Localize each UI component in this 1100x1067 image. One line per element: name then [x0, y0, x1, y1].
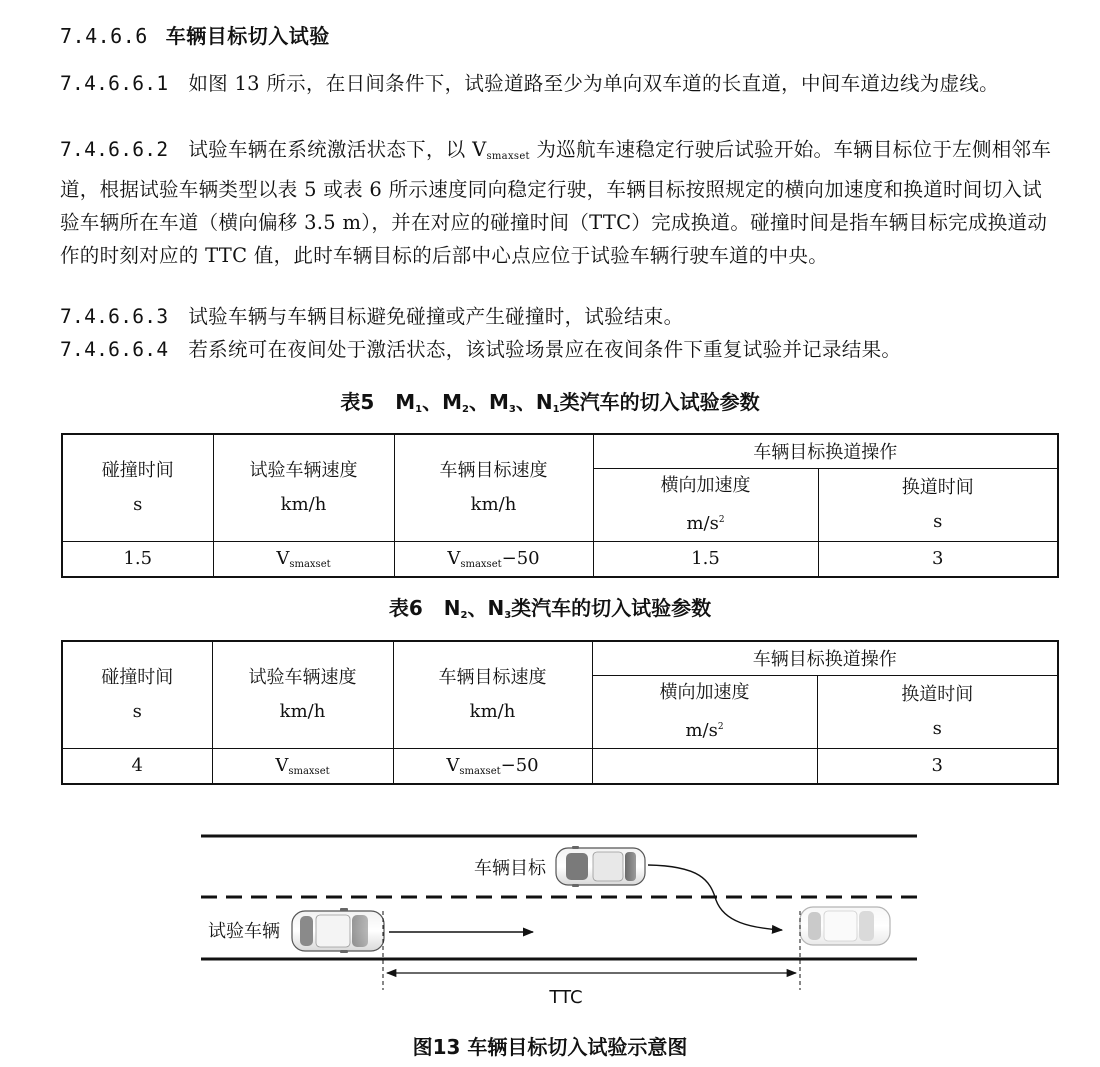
cell-ttc: 1.5	[62, 541, 213, 577]
paragraph-text: 若系统可在夜间处于激活状态，该试验场景应在夜间条件下重复试验并记录结果。	[188, 338, 902, 361]
ttc-label: TTC	[549, 987, 583, 1008]
table6-caption-suffix: 类汽车的切入试验参数	[511, 596, 712, 620]
header-lane-change-time: 换道时间 s	[818, 468, 1058, 541]
paragraph-3	[60, 300, 1060, 333]
cell-ttc: 4	[62, 748, 212, 784]
table-row	[62, 748, 1058, 784]
header-lane-change-time: 换道时间 s	[817, 675, 1058, 748]
paragraph-text: 试验车辆与车辆目标避免碰撞或产生碰撞时，试验结束。	[188, 305, 684, 328]
section-heading	[60, 20, 330, 49]
target-vehicle-icon	[556, 846, 645, 887]
header-ttc: 碰撞时间 s	[62, 434, 213, 541]
cell-lane-change-time: 3	[818, 541, 1058, 577]
header-test-speed: 试验车辆速度 km/h	[212, 641, 393, 748]
cell-lateral-acc	[592, 748, 817, 784]
section-title: 车辆目标切入试验	[165, 24, 330, 48]
paragraph-text: 如图 13 所示，在日间条件下，试验道路至少为单向双车道的长直道，中间车道边线为虚线。	[188, 72, 999, 95]
header-lane-change-group: 车辆目标换道操作	[593, 434, 1058, 468]
paragraph-text-a: 试验车辆在系统激活状态下，以 V	[188, 138, 487, 161]
cell-lane-change-time: 3	[817, 748, 1058, 784]
header-lane-change-group: 车辆目标换道操作	[592, 641, 1058, 675]
table-row	[62, 541, 1058, 577]
paragraph-number: 7.4.6.6.3	[60, 305, 169, 328]
section-number: 7.4.6.6	[60, 24, 148, 48]
paragraph-1	[60, 67, 1060, 100]
table6-caption-prefix: 表6	[388, 596, 423, 620]
paragraph-number: 7.4.6.6.4	[60, 338, 169, 361]
test-vehicle-icon	[292, 908, 384, 953]
table6-caption	[0, 592, 1100, 621]
table5-caption-prefix: 表5	[340, 390, 375, 414]
figure-caption: 图13 车辆目标切入试验示意图	[412, 1035, 688, 1059]
target-vehicle-label: 车辆目标	[474, 858, 546, 879]
table5-caption	[0, 386, 1100, 415]
header-lateral-acc: 横向加速度 $m/s^2$	[593, 468, 818, 541]
cell-lateral-acc: 1.5	[593, 541, 818, 577]
header-test-speed: 试验车辆速度 km/h	[213, 434, 394, 541]
cell-test-speed: $V_{smaxset}$	[213, 541, 394, 577]
paragraph-4	[60, 333, 1060, 366]
header-target-speed: 车辆目标速度 km/h	[393, 641, 592, 748]
header-ttc: 碰撞时间 s	[62, 641, 212, 748]
table6-caption-classes: $N_2$、$N_3$	[443, 596, 512, 621]
cell-target-speed: $V_{smaxset}-50$	[394, 541, 593, 577]
cut-in-diagram	[0, 820, 1100, 1020]
cell-target-speed: $V_{smaxset}-50$	[393, 748, 592, 784]
header-lateral-acc: 横向加速度 $m/s^2$	[592, 675, 817, 748]
cell-test-speed: $V_{smaxset}$	[212, 748, 393, 784]
test-vehicle-label: 试验车辆	[208, 921, 280, 942]
paragraph-number: 7.4.6.6.2	[60, 138, 169, 161]
table5-caption-suffix: 类汽车的切入试验参数	[559, 390, 760, 414]
table6	[61, 640, 1059, 785]
table5	[61, 433, 1059, 578]
header-target-speed: 车辆目标速度 km/h	[394, 434, 593, 541]
paragraph-text-b: 为巡航车速稳定行驶后试验开始。车辆目标位于左侧相邻车道，根据试验车辆类型以表 5 或表 6 所示速度同向稳定行驶，车辆目标按照规定的横向加速度和换道时间切入试验车辆所在车道（横向偏移 3.5 m），并在对应的碰撞时间（TTC）完成换道。碰撞时间是指车辆目标完成换道动作的时刻对应的 TTC 值，此时车辆目标的后部中心点应位于试验车辆行驶车道的中央。	[60, 138, 1052, 267]
paragraph-2	[60, 133, 1060, 272]
test-vehicle-end-icon	[800, 907, 890, 945]
table5-caption-classes: $M_1$、$M_2$、$M_3$、$N_1$	[395, 390, 560, 415]
speed-subscript: smaxset	[486, 151, 530, 162]
paragraph-number: 7.4.6.6.1	[60, 72, 169, 95]
